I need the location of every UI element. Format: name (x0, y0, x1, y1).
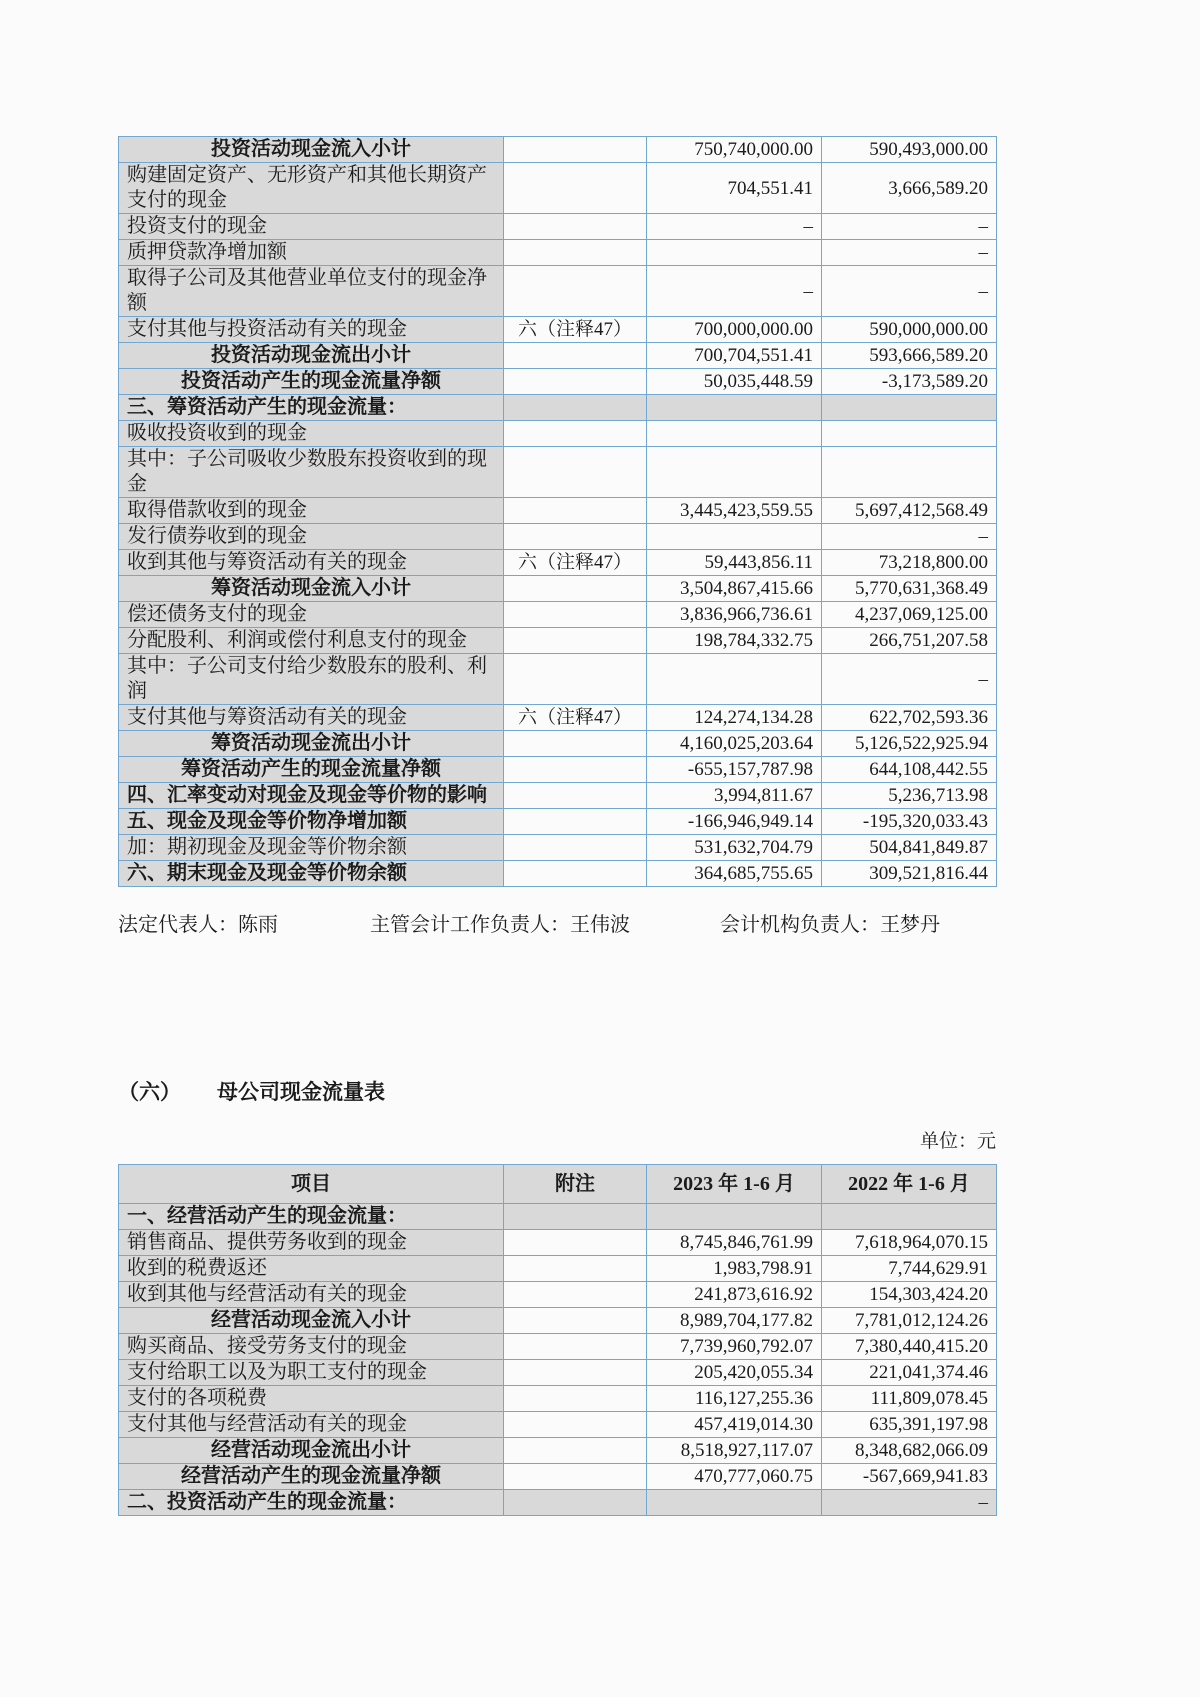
row-note (504, 809, 647, 835)
table-row (119, 163, 997, 214)
row-label: 收到其他与经营活动有关的现金 (119, 1282, 504, 1308)
row-note (504, 137, 647, 163)
value-2022: 593,666,589.20 (822, 343, 997, 369)
row-note (504, 1230, 647, 1256)
value-2022: 154,303,424.20 (822, 1282, 997, 1308)
value-2022: 5,126,522,925.94 (822, 731, 997, 757)
col-header-item: 项目 (119, 1165, 504, 1204)
table-row (119, 731, 997, 757)
row-note (504, 447, 647, 498)
row-label: 投资活动现金流入小计 (119, 137, 504, 163)
value-2023: 470,777,060.75 (647, 1464, 822, 1490)
row-note (504, 731, 647, 757)
value-2022: 73,218,800.00 (822, 550, 997, 576)
row-note (504, 1334, 647, 1360)
row-label: 支付给职工以及为职工支付的现金 (119, 1360, 504, 1386)
row-label: 投资支付的现金 (119, 214, 504, 240)
row-note: 六（注释47） (504, 550, 647, 576)
value-2023 (647, 524, 822, 550)
row-note (504, 861, 647, 887)
row-label: 支付其他与筹资活动有关的现金 (119, 705, 504, 731)
value-2022: 644,108,442.55 (822, 757, 997, 783)
value-2023 (647, 447, 822, 498)
value-2023: – (647, 214, 822, 240)
row-label: 其中：子公司吸收少数股东投资收到的现金 (119, 447, 504, 498)
value-2023: -166,946,949.14 (647, 809, 822, 835)
table-row (119, 1360, 997, 1386)
value-2023: 457,419,014.30 (647, 1412, 822, 1438)
table-row (119, 1204, 997, 1230)
value-2022: – (822, 1490, 997, 1516)
table-row (119, 317, 997, 343)
parent-company-cash-flow-table (118, 1164, 997, 1516)
row-note (504, 498, 647, 524)
table-row (119, 1490, 997, 1516)
value-2023: 124,274,134.28 (647, 705, 822, 731)
value-2023: 4,160,025,203.64 (647, 731, 822, 757)
row-note (504, 214, 647, 240)
row-label: 其中：子公司支付给少数股东的股利、利润 (119, 654, 504, 705)
value-2022: 3,666,589.20 (822, 163, 997, 214)
value-2023: 7,739,960,792.07 (647, 1334, 822, 1360)
row-note (504, 163, 647, 214)
value-2022: – (822, 214, 997, 240)
row-label: 经营活动产生的现金流量净额 (119, 1464, 504, 1490)
value-2022: 7,781,012,124.26 (822, 1308, 997, 1334)
row-label: 购买商品、接受劳务支付的现金 (119, 1334, 504, 1360)
row-note (504, 1360, 647, 1386)
table-row (119, 705, 997, 731)
table-row (119, 1386, 997, 1412)
value-2023: – (647, 266, 822, 317)
row-label: 发行债券收到的现金 (119, 524, 504, 550)
value-2022: -195,320,033.43 (822, 809, 997, 835)
table-row (119, 1438, 997, 1464)
value-2022: 590,000,000.00 (822, 317, 997, 343)
value-2022 (822, 395, 997, 421)
col-header-2022: 2022 年 1-6 月 (822, 1165, 997, 1204)
table-row (119, 421, 997, 447)
unit-label: 单位：元 (919, 1131, 996, 1152)
value-2022: 622,702,593.36 (822, 705, 997, 731)
row-label: 分配股利、利润或偿付利息支付的现金 (119, 628, 504, 654)
row-label: 支付其他与经营活动有关的现金 (119, 1412, 504, 1438)
row-label: 投资活动现金流出小计 (119, 343, 504, 369)
row-label: 吸收投资收到的现金 (119, 421, 504, 447)
row-label: 销售商品、提供劳务收到的现金 (119, 1230, 504, 1256)
table-row (119, 628, 997, 654)
value-2023 (647, 1204, 822, 1230)
col-header-note: 附注 (504, 1165, 647, 1204)
table-row (119, 654, 997, 705)
row-label: 购建固定资产、无形资产和其他长期资产支付的现金 (119, 163, 504, 214)
table-row (119, 1412, 997, 1438)
row-note (504, 835, 647, 861)
row-note (504, 783, 647, 809)
table-row (119, 447, 997, 498)
value-2023: 3,994,811.67 (647, 783, 822, 809)
row-note (504, 395, 647, 421)
consolidated-cash-flow-table-continued (118, 136, 997, 887)
table-row (119, 757, 997, 783)
table-row (119, 343, 997, 369)
value-2022: 590,493,000.00 (822, 137, 997, 163)
value-2023: 241,873,616.92 (647, 1282, 822, 1308)
value-2022: 5,697,412,568.49 (822, 498, 997, 524)
table-row (119, 809, 997, 835)
row-note (504, 1490, 647, 1516)
row-note (504, 602, 647, 628)
row-label: 筹资活动现金流入小计 (119, 576, 504, 602)
value-2022: 221,041,374.46 (822, 1360, 997, 1386)
table-row (119, 1308, 997, 1334)
value-2022: – (822, 524, 997, 550)
table-row (119, 369, 997, 395)
row-note: 六（注释47） (504, 317, 647, 343)
value-2022: 5,236,713.98 (822, 783, 997, 809)
value-2022: 635,391,197.98 (822, 1412, 997, 1438)
table-row (119, 498, 997, 524)
table-row (119, 240, 997, 266)
row-note: 六（注释47） (504, 705, 647, 731)
row-label: 取得借款收到的现金 (119, 498, 504, 524)
row-note (504, 1282, 647, 1308)
value-2022 (822, 1204, 997, 1230)
value-2022: – (822, 266, 997, 317)
value-2022: 266,751,207.58 (822, 628, 997, 654)
row-label: 二、投资活动产生的现金流量： (119, 1490, 504, 1516)
row-note (504, 240, 647, 266)
row-label: 四、汇率变动对现金及现金等价物的影响 (119, 783, 504, 809)
value-2023: 750,740,000.00 (647, 137, 822, 163)
row-note (504, 369, 647, 395)
value-2022: 309,521,816.44 (822, 861, 997, 887)
row-note (504, 1464, 647, 1490)
value-2022: 7,618,964,070.15 (822, 1230, 997, 1256)
value-2022 (822, 447, 997, 498)
row-label: 三、筹资活动产生的现金流量： (119, 395, 504, 421)
table-row (119, 602, 997, 628)
row-note (504, 1386, 647, 1412)
row-label: 筹资活动现金流出小计 (119, 731, 504, 757)
value-2023 (647, 654, 822, 705)
value-2023: 59,443,856.11 (647, 550, 822, 576)
table-row (119, 1282, 997, 1308)
row-label: 筹资活动产生的现金流量净额 (119, 757, 504, 783)
value-2022: 7,380,440,415.20 (822, 1334, 997, 1360)
value-2023: 3,836,966,736.61 (647, 602, 822, 628)
value-2022: 8,348,682,066.09 (822, 1438, 997, 1464)
row-label: 经营活动现金流出小计 (119, 1438, 504, 1464)
value-2023: 3,445,423,559.55 (647, 498, 822, 524)
row-note (504, 421, 647, 447)
signature-line (118, 908, 1078, 936)
table-row (119, 395, 997, 421)
table-row (119, 1464, 997, 1490)
table-header-row (119, 1165, 997, 1204)
table-row (119, 524, 997, 550)
value-2023 (647, 395, 822, 421)
row-label: 收到的税费返还 (119, 1256, 504, 1282)
row-label: 收到其他与筹资活动有关的现金 (119, 550, 504, 576)
table-row (119, 783, 997, 809)
value-2022: 111,809,078.45 (822, 1386, 997, 1412)
value-2022: 504,841,849.87 (822, 835, 997, 861)
value-2022: – (822, 240, 997, 266)
row-note (504, 1204, 647, 1230)
row-label: 支付的各项税费 (119, 1386, 504, 1412)
value-2023 (647, 1490, 822, 1516)
table-row (119, 576, 997, 602)
value-2022: 5,770,631,368.49 (822, 576, 997, 602)
table-row (119, 1256, 997, 1282)
table-row (119, 835, 997, 861)
row-note (504, 1438, 647, 1464)
value-2022: -567,669,941.83 (822, 1464, 997, 1490)
row-label: 经营活动现金流入小计 (119, 1308, 504, 1334)
row-note (504, 343, 647, 369)
table-row (119, 550, 997, 576)
value-2023: 205,420,055.34 (647, 1360, 822, 1386)
row-label: 投资活动产生的现金流量净额 (119, 369, 504, 395)
value-2023: -655,157,787.98 (647, 757, 822, 783)
value-2022: – (822, 654, 997, 705)
value-2023: 700,000,000.00 (647, 317, 822, 343)
value-2023 (647, 421, 822, 447)
table-row (119, 861, 997, 887)
table-row (119, 214, 997, 240)
legal-representative-label: 法定代表人：陈雨 (118, 914, 278, 936)
value-2022: -3,173,589.20 (822, 369, 997, 395)
row-label: 加：期初现金及现金等价物余额 (119, 835, 504, 861)
value-2022: 4,237,069,125.00 (822, 602, 997, 628)
row-label: 五、现金及现金等价物净增加额 (119, 809, 504, 835)
row-label: 偿还债务支付的现金 (119, 602, 504, 628)
value-2023: 1,983,798.91 (647, 1256, 822, 1282)
value-2022 (822, 421, 997, 447)
section-heading (118, 1076, 385, 1106)
table-row (119, 1334, 997, 1360)
value-2023: 8,989,704,177.82 (647, 1308, 822, 1334)
col-header-2023: 2023 年 1-6 月 (647, 1165, 822, 1204)
value-2023: 364,685,755.65 (647, 861, 822, 887)
section-number: （六） (118, 1080, 181, 1104)
row-note (504, 1256, 647, 1282)
row-note (504, 1308, 647, 1334)
accounting-org-head-label: 会计机构负责人：王梦丹 (720, 914, 940, 936)
row-note (504, 524, 647, 550)
table-row (119, 266, 997, 317)
table-row (119, 1230, 997, 1256)
value-2023: 8,518,927,117.07 (647, 1438, 822, 1464)
value-2023: 700,704,551.41 (647, 343, 822, 369)
row-label: 一、经营活动产生的现金流量： (119, 1204, 504, 1230)
table-row (119, 137, 997, 163)
value-2022: 7,744,629.91 (822, 1256, 997, 1282)
value-2023: 50,035,448.59 (647, 369, 822, 395)
row-note (504, 266, 647, 317)
value-2023 (647, 240, 822, 266)
value-2023: 8,745,846,761.99 (647, 1230, 822, 1256)
row-label: 取得子公司及其他营业单位支付的现金净额 (119, 266, 504, 317)
row-note (504, 628, 647, 654)
value-2023: 198,784,332.75 (647, 628, 822, 654)
row-note (504, 576, 647, 602)
row-label: 六、期末现金及现金等价物余额 (119, 861, 504, 887)
section-title: 母公司现金流量表 (217, 1080, 385, 1104)
row-note (504, 654, 647, 705)
row-note (504, 1412, 647, 1438)
value-2023: 3,504,867,415.66 (647, 576, 822, 602)
row-label: 质押贷款净增加额 (119, 240, 504, 266)
value-2023: 531,632,704.79 (647, 835, 822, 861)
value-2023: 116,127,255.36 (647, 1386, 822, 1412)
value-2023: 704,551.41 (647, 163, 822, 214)
row-note (504, 757, 647, 783)
row-label: 支付其他与投资活动有关的现金 (119, 317, 504, 343)
chief-accounting-officer-label: 主管会计工作负责人：王伟波 (370, 914, 630, 936)
